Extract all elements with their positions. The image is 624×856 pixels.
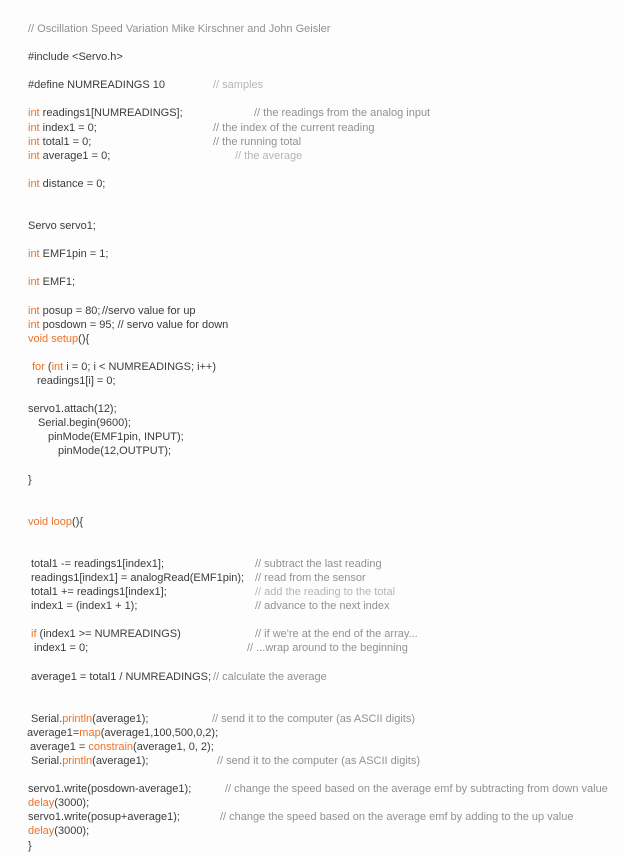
- code-line: [0, 121, 624, 135]
- keyword-segment: int: [28, 318, 40, 331]
- blank-line: [0, 768, 624, 782]
- code-line: [0, 585, 624, 599]
- code-line: [0, 444, 624, 458]
- code-segment: Serial.: [31, 755, 63, 768]
- code-segment: (average1);: [92, 755, 149, 768]
- code-line: [0, 557, 624, 571]
- code-line: [0, 712, 624, 726]
- code-line: [0, 247, 624, 261]
- comment-segment: //servo value for up: [102, 304, 196, 317]
- code-segment: distance = 0;: [39, 177, 106, 190]
- blank-line: [0, 698, 624, 712]
- code-line: [0, 627, 624, 641]
- comment-segment: // samples: [213, 79, 264, 92]
- blank-line: [0, 233, 624, 247]
- code-segment: (: [44, 360, 52, 373]
- blank-line: [0, 543, 624, 557]
- code-segment: index1 = 0;: [39, 121, 97, 134]
- blank-line: [0, 613, 624, 627]
- code-segment: average1 =: [30, 740, 89, 753]
- code-segment: average1 = total1 / NUMREADINGS;: [31, 670, 212, 683]
- code-line: [0, 275, 624, 289]
- code-line: [0, 670, 624, 684]
- blank-line: [0, 501, 624, 515]
- code-segment: (index1 >= NUMREADINGS): [36, 628, 181, 641]
- code-line: [0, 304, 624, 318]
- blank-line: [0, 92, 624, 106]
- comment-segment: // Oscillation Speed Variation Mike Kirschner and John Geisler: [28, 23, 331, 35]
- keyword-segment: int: [28, 177, 40, 190]
- blank-line: [0, 191, 624, 205]
- keyword-segment: void setup: [28, 332, 79, 345]
- code-segment: (average1, 0, 2);: [133, 740, 214, 753]
- code-segment: total1 = 0;: [39, 135, 92, 148]
- code-line: [0, 78, 624, 92]
- code-segment: readings1[NUMREADINGS];: [39, 107, 183, 120]
- code-segment: servo1.write(posup+average1);: [28, 811, 180, 824]
- code-segment: readings1[index1] = analogRead(EMF1pin);: [31, 572, 245, 585]
- code-segment: pinMode(EMF1pin, INPUT);: [48, 431, 184, 444]
- code-line: [0, 599, 624, 613]
- keyword-segment: int: [28, 121, 40, 134]
- code-line: [0, 641, 624, 655]
- blank-line: [0, 656, 624, 670]
- comment-segment: // read from the sensor: [255, 572, 366, 585]
- code-segment: readings1[i] = 0;: [37, 374, 116, 387]
- code-line: [0, 515, 624, 529]
- keyword-segment: if: [31, 628, 37, 641]
- code-segment: Serial.begin(9600);: [38, 417, 131, 430]
- keyword-segment: int: [28, 304, 40, 317]
- comment-segment: // if we're at the end of the array...: [255, 628, 418, 641]
- comment-segment: // the index of the current reading: [213, 121, 375, 134]
- code-line: [0, 332, 624, 346]
- code-line: [0, 416, 624, 430]
- code-segment: Serial.: [31, 712, 63, 725]
- blank-line: [0, 529, 624, 543]
- code-line: [0, 754, 624, 768]
- code-segment: average1 = 0;: [39, 149, 111, 162]
- code-segment: Servo servo1;: [28, 220, 96, 233]
- blank-line: [0, 458, 624, 472]
- code-segment: (3000);: [54, 797, 90, 810]
- code-line: [0, 135, 624, 149]
- code-segment: total1 -= readings1[index1];: [31, 557, 165, 570]
- code-line: [0, 318, 624, 332]
- code-line: [0, 473, 624, 487]
- keyword-segment: void loop: [28, 515, 73, 528]
- keyword-segment: delay: [28, 797, 55, 810]
- comment-segment: // change the speed based on the average emf by subtracting from down value: [225, 783, 608, 796]
- code-segment: i = 0; i < NUMREADINGS; i++): [63, 360, 217, 373]
- blank-line: [0, 289, 624, 303]
- code-line: [0, 782, 624, 796]
- comment-segment: // ...wrap around to the beginning: [247, 642, 408, 655]
- code-line: [0, 149, 624, 163]
- keyword-segment: int: [28, 107, 40, 120]
- code-segment: index1 = 0;: [34, 642, 89, 655]
- code-segment: pinMode(12,OUTPUT);: [58, 445, 172, 458]
- code-line: [0, 430, 624, 444]
- blank-line: [0, 261, 624, 275]
- code-segment: EMF1pin = 1;: [39, 248, 109, 261]
- code-line: [0, 22, 624, 36]
- comment-segment: // the running total: [213, 135, 302, 148]
- code-segment: servo1.write(posdown-average1);: [28, 783, 192, 796]
- code-line: [0, 50, 624, 64]
- code-line: [0, 810, 624, 824]
- code-segment: (3000);: [54, 825, 90, 838]
- comment-segment: // send it to the computer (as ASCII digits): [217, 755, 420, 768]
- comment-segment: // the average: [235, 149, 303, 162]
- keyword-segment: int: [28, 276, 40, 289]
- code-segment: (average1,100,500,0,2);: [100, 726, 219, 739]
- blank-line: [0, 487, 624, 501]
- code-segment: }: [28, 473, 32, 486]
- code-line: [0, 106, 624, 120]
- blank-line: [0, 684, 624, 698]
- comment-segment: // subtract the last reading: [255, 557, 382, 570]
- keyword-segment: int: [51, 360, 64, 373]
- comment-segment: // the readings from the analog input: [254, 107, 431, 120]
- code-line: [0, 796, 624, 810]
- blank-line: [0, 388, 624, 402]
- code-line: [0, 374, 624, 388]
- blank-line: [0, 36, 624, 50]
- blank-line: [0, 64, 624, 78]
- blank-line: [0, 346, 624, 360]
- keyword-segment: int: [28, 248, 40, 261]
- code-line: [0, 360, 624, 374]
- comment-segment: // send it to the computer (as ASCII digits): [212, 712, 415, 725]
- comment-segment: // advance to the next index: [255, 600, 390, 613]
- code-segment: (){: [78, 332, 90, 345]
- code-line: [0, 839, 624, 853]
- code-line: [0, 402, 624, 416]
- keyword-segment: println: [62, 755, 93, 768]
- comment-segment: // calculate the average: [213, 670, 327, 683]
- code-line: [0, 571, 624, 585]
- keyword-segment: int: [28, 149, 40, 162]
- code-segment: EMF1;: [39, 276, 76, 289]
- keyword-segment: map: [79, 726, 101, 739]
- code-segment: posdown = 95; // servo value for down: [39, 318, 229, 331]
- blank-line: [0, 205, 624, 219]
- blank-line: [0, 163, 624, 177]
- code-line: [0, 824, 624, 838]
- code-segment: servo1.attach(12);: [28, 403, 117, 416]
- code-segment: total1 += readings1[index1];: [31, 586, 167, 599]
- code-line: [0, 177, 624, 191]
- code-line: [0, 740, 624, 754]
- code-segment: average1=: [27, 726, 80, 739]
- code-line: [0, 219, 624, 233]
- keyword-segment: int: [28, 135, 40, 148]
- keyword-segment: for: [32, 360, 45, 373]
- code-segment: #define NUMREADINGS 10: [28, 79, 165, 92]
- code-segment: index1 = (index1 + 1);: [31, 600, 138, 613]
- comment-segment: // change the speed based on the average emf by adding to the up value: [220, 811, 574, 824]
- code-segment: posup = 80;: [39, 304, 101, 317]
- code-segment: }: [28, 839, 32, 852]
- keyword-segment: delay: [28, 825, 55, 838]
- code-segment: (average1);: [92, 712, 149, 725]
- code-line: [0, 726, 624, 740]
- code-segment: #include <Servo.h>: [28, 51, 123, 64]
- keyword-segment: constrain: [88, 740, 134, 753]
- comment-segment: // add the reading to the total: [255, 586, 396, 599]
- keyword-segment: println: [62, 712, 93, 725]
- code-segment: (){: [72, 515, 84, 528]
